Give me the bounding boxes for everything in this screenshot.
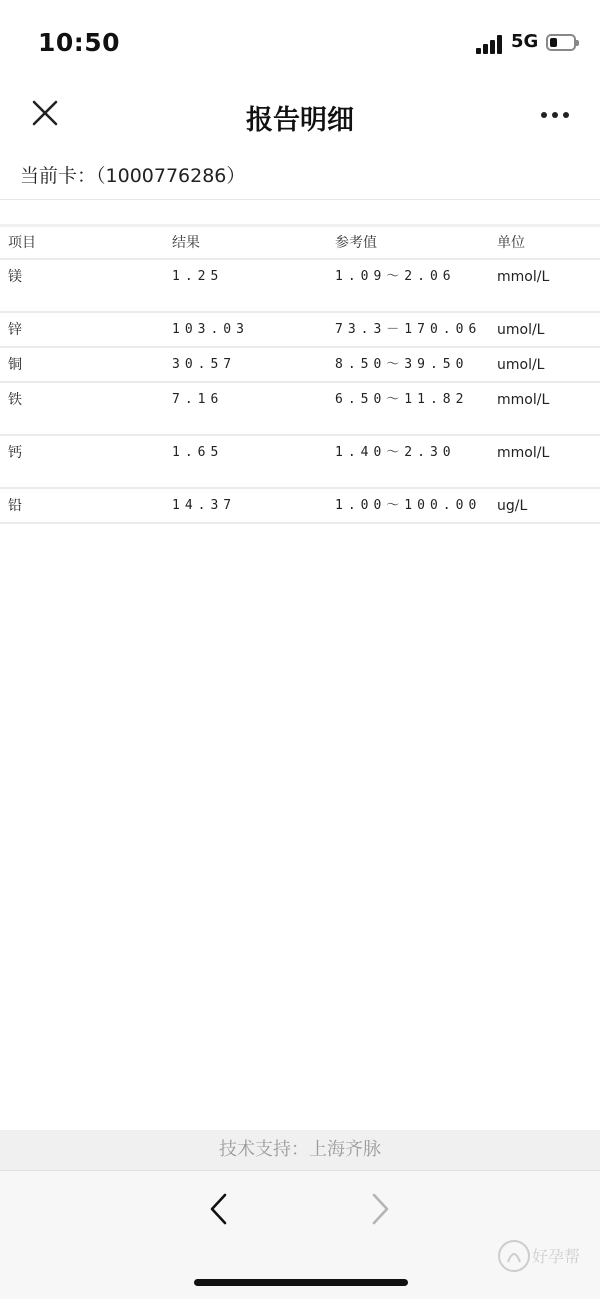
- item-name: 铜: [8, 357, 22, 373]
- reference-range: 6.50～11.82: [335, 392, 469, 407]
- result-value: 1.25: [172, 269, 224, 284]
- battery-icon: [546, 34, 576, 51]
- tech-support-footer: 技术支持：上海齐脉: [0, 1130, 600, 1170]
- reference-range: 8.50～39.50: [335, 357, 469, 372]
- watermark-icon: [494, 1236, 584, 1280]
- table-row: [0, 313, 600, 348]
- column-header-item: 项目: [8, 235, 36, 251]
- item-name: 铁: [8, 392, 22, 408]
- column-header-unit: 单位: [497, 235, 525, 251]
- result-value: 30.57: [172, 357, 237, 372]
- page-title: 报告明细: [246, 105, 354, 136]
- unit: ug/L: [497, 498, 528, 514]
- item-name: 钙: [8, 445, 22, 461]
- card-label: 当前卡：: [20, 165, 97, 187]
- unit: mmol/L: [497, 392, 550, 408]
- nav-bar: [0, 88, 600, 144]
- reference-range: 73.3－170.06: [335, 322, 482, 337]
- unit: umol/L: [497, 322, 545, 338]
- status-time: 10:50: [38, 28, 121, 57]
- result-value: 1.65: [172, 445, 224, 460]
- table-row: [0, 348, 600, 383]
- watermark-logo: [494, 1236, 584, 1280]
- chevron-left-icon: [205, 1191, 233, 1227]
- item-name: 锌: [8, 322, 22, 338]
- table-row: [0, 383, 600, 436]
- table-row: [0, 489, 600, 524]
- table-header: [0, 227, 600, 260]
- signal-icon: [476, 34, 504, 54]
- unit: umol/L: [497, 357, 545, 373]
- column-header-result: 结果: [172, 235, 200, 251]
- back-button[interactable]: [205, 1191, 233, 1227]
- result-value: 103.03: [172, 322, 249, 337]
- browser-toolbar: [0, 1170, 600, 1299]
- svg-text:好孕帮: 好孕帮: [532, 1247, 581, 1266]
- divider: [0, 199, 600, 200]
- item-name: 铅: [8, 498, 22, 514]
- result-value: 14.37: [172, 498, 237, 513]
- network-type: 5G: [511, 31, 539, 52]
- card-number: （1000776286）: [96, 165, 246, 187]
- reference-range: 1.00～100.00: [335, 498, 482, 513]
- reference-range: 1.09～2.06: [335, 269, 456, 284]
- column-header-reference: 参考值: [335, 235, 377, 251]
- current-card: [20, 161, 245, 188]
- unit: mmol/L: [497, 445, 550, 461]
- reference-range: 1.40～2.30: [335, 445, 456, 460]
- forward-button[interactable]: [366, 1191, 394, 1227]
- more-icon: [541, 112, 547, 118]
- item-name: 镁: [8, 269, 22, 285]
- home-indicator: [194, 1279, 408, 1286]
- report-table: [0, 227, 600, 524]
- status-bar: [0, 0, 600, 88]
- more-button[interactable]: [538, 110, 572, 122]
- result-value: 7.16: [172, 392, 224, 407]
- table-row: [0, 260, 600, 313]
- unit: mmol/L: [497, 269, 550, 285]
- chevron-right-icon: [366, 1191, 394, 1227]
- table-row: [0, 436, 600, 489]
